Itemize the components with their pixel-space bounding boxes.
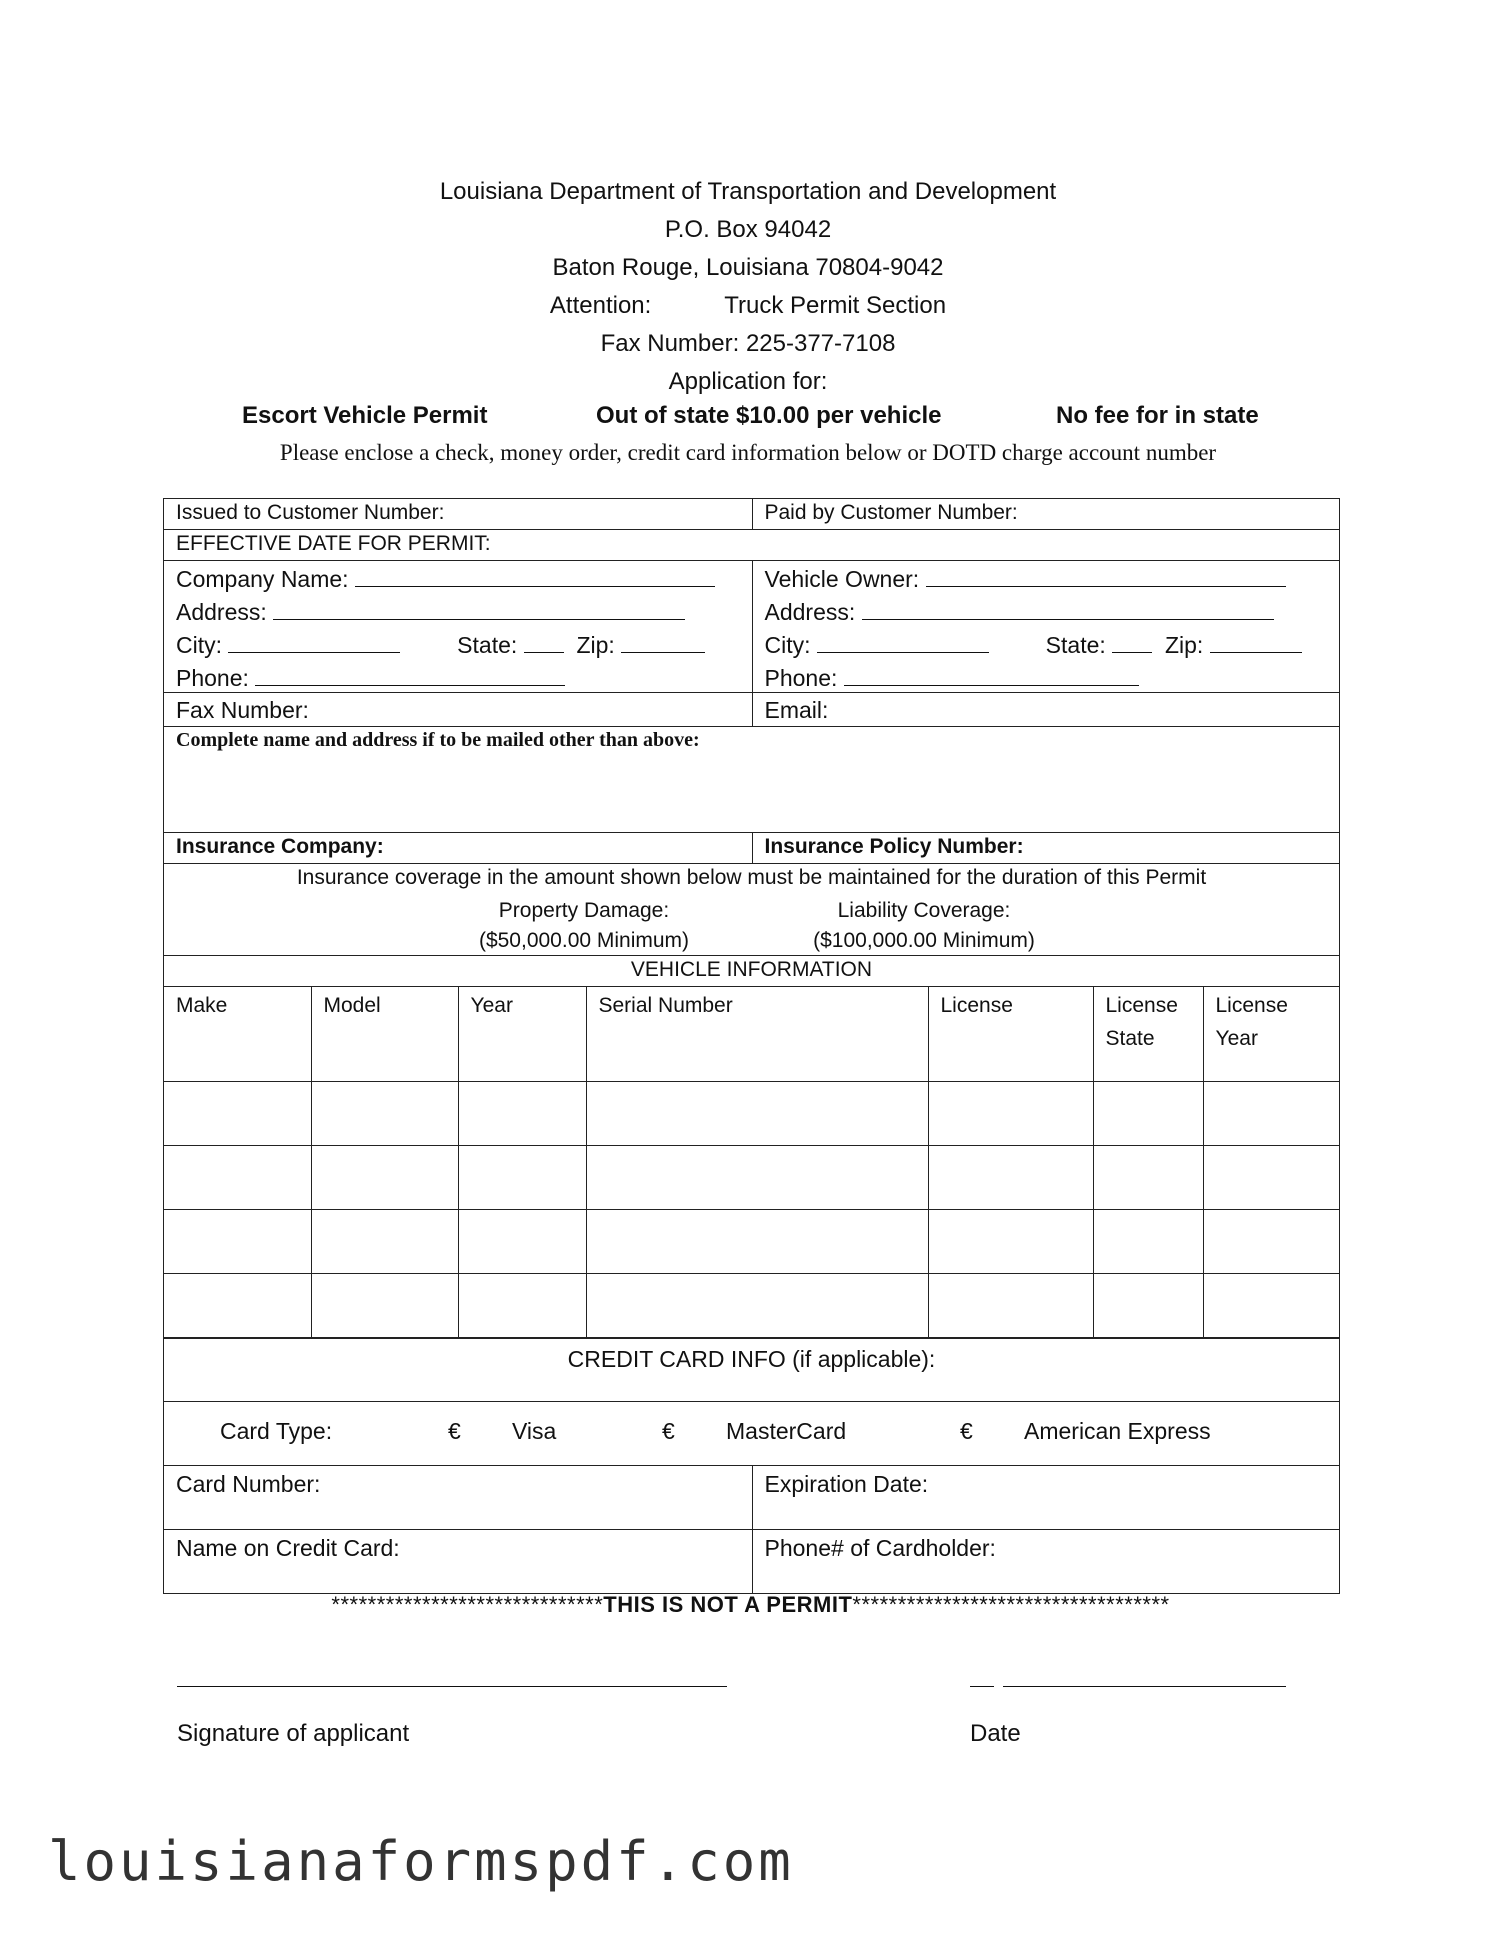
po-box: P.O. Box 94042 xyxy=(664,216,832,243)
vehicle-table xyxy=(164,987,1339,1337)
application-for: Application for: xyxy=(668,368,828,395)
vehicle-cell[interactable] xyxy=(586,1081,928,1145)
vehicle-cell[interactable] xyxy=(311,1081,458,1145)
owner-city-line[interactable] xyxy=(765,629,1328,662)
owner-phone-label: Phone: xyxy=(764,665,838,691)
vehicle-cell[interactable] xyxy=(1093,1145,1203,1209)
paid-by-field[interactable]: Paid by Customer Number: xyxy=(752,499,1340,529)
visa-checkbox[interactable]: € xyxy=(448,1418,461,1444)
company-block xyxy=(164,561,752,692)
vehicle-cell[interactable] xyxy=(928,1273,1093,1337)
owner-name-line[interactable] xyxy=(765,563,1328,596)
owner-block xyxy=(752,561,1340,692)
cardholder-row xyxy=(164,1530,1339,1593)
mail-other-row xyxy=(164,727,1339,833)
company-state-blank xyxy=(524,630,564,653)
vehicle-cell[interactable] xyxy=(164,1145,311,1209)
issued-to-field[interactable]: Issued to Customer Number: xyxy=(176,501,445,524)
col-license-year-line1: License xyxy=(1215,994,1288,1017)
cardholder-phone-field[interactable]: Phone# of Cardholder: xyxy=(752,1530,1340,1593)
vehicle-info-title: VEHICLE INFORMATION xyxy=(630,958,873,981)
owner-state-label: State: xyxy=(1045,632,1106,658)
vehicle-table-row xyxy=(164,987,1339,1338)
liability-block xyxy=(784,896,1064,956)
company-city-label: City: xyxy=(176,632,222,658)
email-field[interactable]: Email: xyxy=(752,693,1340,726)
expiration-field[interactable]: Expiration Date: xyxy=(752,1466,1340,1529)
owner-address-line[interactable] xyxy=(765,596,1328,629)
fax-number-field[interactable]: Fax Number: xyxy=(176,697,309,723)
owner-zip-label: Zip: xyxy=(1164,632,1204,658)
effective-date-field[interactable]: EFFECTIVE DATE FOR PERMIT: xyxy=(176,532,491,555)
permit-type: Escort Vehicle Permit xyxy=(242,402,488,429)
mastercard-checkbox[interactable]: € xyxy=(662,1418,675,1444)
table-row xyxy=(164,1145,1339,1209)
name-on-card-field[interactable]: Name on Credit Card: xyxy=(176,1535,400,1561)
fax-email-row xyxy=(164,693,1339,727)
customer-number-row xyxy=(164,499,1339,530)
in-state-fee: No fee for in state xyxy=(1056,402,1259,429)
insurance-row xyxy=(164,833,1339,864)
visa-label: Visa xyxy=(512,1418,557,1444)
property-damage-label: Property Damage: xyxy=(498,899,670,922)
vehicle-cell[interactable] xyxy=(1203,1145,1339,1209)
vehicle-cell[interactable] xyxy=(164,1209,311,1273)
company-name-blank xyxy=(355,564,715,587)
date-line-short[interactable] xyxy=(970,1686,994,1687)
fax-line: Fax Number: 225-377-7108 xyxy=(600,330,896,357)
not-a-permit-text: THIS IS NOT A PERMIT xyxy=(603,1592,853,1617)
card-type-row xyxy=(164,1402,1339,1466)
owner-address-blank xyxy=(862,597,1274,620)
vehicle-cell[interactable] xyxy=(586,1209,928,1273)
owner-city-label: City: xyxy=(764,632,811,658)
amex-checkbox[interactable]: € xyxy=(960,1418,973,1444)
agency-name: Louisiana Department of Transportation and Development xyxy=(439,178,1057,205)
credit-card-title: CREDIT CARD INFO (if applicable): xyxy=(567,1346,936,1372)
insurance-note: Insurance coverage in the amount shown below must be maintained for the duration of this Permit xyxy=(296,866,1207,889)
company-state-label: State: xyxy=(457,632,518,658)
company-phone-label: Phone: xyxy=(176,665,249,691)
vehicle-cell[interactable] xyxy=(311,1209,458,1273)
out-of-state-fee: Out of state $10.00 per vehicle xyxy=(596,402,942,429)
table-row xyxy=(164,1081,1339,1145)
vehicle-cell[interactable] xyxy=(586,1273,928,1337)
col-serial: Serial Number xyxy=(586,987,928,1081)
vehicle-cell[interactable] xyxy=(928,1081,1093,1145)
company-zip-label: Zip: xyxy=(576,632,615,658)
attention-label: Attention: xyxy=(549,292,652,319)
table-row xyxy=(164,1273,1339,1337)
vehicle-cell[interactable] xyxy=(928,1209,1093,1273)
card-number-field[interactable]: Card Number: xyxy=(176,1471,321,1497)
col-license-state xyxy=(1093,987,1203,1081)
attention-line xyxy=(0,292,1496,320)
mail-other-field[interactable]: Complete name and address if to be mailed other than above: xyxy=(176,729,700,751)
stars-right: *********************************** xyxy=(852,1592,1170,1617)
col-year: Year xyxy=(458,987,586,1081)
owner-name-blank xyxy=(926,564,1286,587)
vehicle-cell[interactable] xyxy=(311,1145,458,1209)
vehicle-cell[interactable] xyxy=(1093,1209,1203,1273)
company-zip-blank xyxy=(621,630,705,653)
vehicle-cell[interactable] xyxy=(1203,1209,1339,1273)
liability-min: ($100,000.00 Minimum) xyxy=(813,929,1035,952)
vehicle-info-header-row xyxy=(164,956,1339,987)
vehicle-cell[interactable] xyxy=(586,1145,928,1209)
company-address-line[interactable] xyxy=(176,596,740,629)
property-damage-block xyxy=(444,896,724,956)
not-a-permit-banner xyxy=(163,1592,1338,1618)
company-name-label: Company Name: xyxy=(176,566,349,592)
vehicle-cell[interactable] xyxy=(164,1273,311,1337)
vehicle-cell[interactable] xyxy=(458,1209,586,1273)
vehicle-cell[interactable] xyxy=(1093,1273,1203,1337)
date-label: Date xyxy=(970,1720,1021,1747)
vehicle-cell[interactable] xyxy=(1203,1273,1339,1337)
col-license-year xyxy=(1203,987,1339,1081)
stars-left: ****************************** xyxy=(331,1592,604,1617)
owner-name-label: Vehicle Owner: xyxy=(764,566,920,592)
city-address: Baton Rouge, Louisiana 70804-9042 xyxy=(552,254,944,281)
card-number-row xyxy=(164,1466,1339,1530)
vehicle-cell[interactable] xyxy=(458,1081,586,1145)
insurance-company-field[interactable]: Insurance Company: xyxy=(176,835,384,858)
col-license-state-line2: State xyxy=(1105,1027,1155,1050)
owner-state-blank xyxy=(1112,630,1152,653)
owner-phone-line[interactable] xyxy=(765,662,1328,695)
property-damage-min: ($50,000.00 Minimum) xyxy=(478,929,690,952)
owner-zip-blank xyxy=(1210,630,1302,653)
vehicle-cell[interactable] xyxy=(458,1145,586,1209)
vehicle-cell[interactable] xyxy=(458,1273,586,1337)
application-form xyxy=(163,498,1340,1594)
vehicle-cell[interactable] xyxy=(311,1273,458,1337)
vehicle-cell[interactable] xyxy=(164,1081,311,1145)
mastercard-label: MasterCard xyxy=(726,1418,847,1444)
company-address-blank xyxy=(273,597,685,620)
col-make: Make xyxy=(164,987,311,1081)
owner-address-label: Address: xyxy=(764,599,856,625)
company-city-blank xyxy=(228,630,400,653)
amex-label: American Express xyxy=(1024,1418,1211,1444)
company-name-line[interactable] xyxy=(176,563,740,596)
col-license: License xyxy=(928,987,1093,1081)
vehicle-cell[interactable] xyxy=(1203,1081,1339,1145)
credit-card-header-row xyxy=(164,1338,1339,1402)
date-line[interactable] xyxy=(1003,1686,1286,1687)
signature-label: Signature of applicant xyxy=(177,1720,410,1747)
col-model: Model xyxy=(311,987,458,1081)
attention-value: Truck Permit Section xyxy=(724,292,947,319)
payment-note: Please enclose a check, money order, credit card information below or DOTD charge account number xyxy=(279,440,1217,465)
insurance-policy-field[interactable]: Insurance Policy Number: xyxy=(752,833,1340,863)
company-city-line[interactable] xyxy=(176,629,740,662)
table-row xyxy=(164,1209,1339,1273)
company-owner-row xyxy=(164,561,1339,693)
owner-city-blank xyxy=(817,630,989,653)
vehicle-cell[interactable] xyxy=(1093,1081,1203,1145)
vehicle-cell[interactable] xyxy=(928,1145,1093,1209)
company-phone-line[interactable] xyxy=(176,662,740,695)
vehicle-table-header xyxy=(164,987,1339,1081)
card-type-label: Card Type: xyxy=(220,1418,333,1444)
effective-date-row xyxy=(164,530,1339,561)
company-phone-blank xyxy=(255,663,565,686)
watermark: louisianaformspdf.com xyxy=(48,1830,794,1893)
col-license-state-line1: License xyxy=(1105,994,1178,1017)
signature-line[interactable] xyxy=(177,1686,727,1687)
col-license-year-line2: Year xyxy=(1215,1027,1258,1050)
company-address-label: Address: xyxy=(176,599,267,625)
liability-label: Liability Coverage: xyxy=(837,899,1011,922)
insurance-coverage-row xyxy=(164,864,1339,956)
owner-phone-blank xyxy=(844,663,1139,686)
